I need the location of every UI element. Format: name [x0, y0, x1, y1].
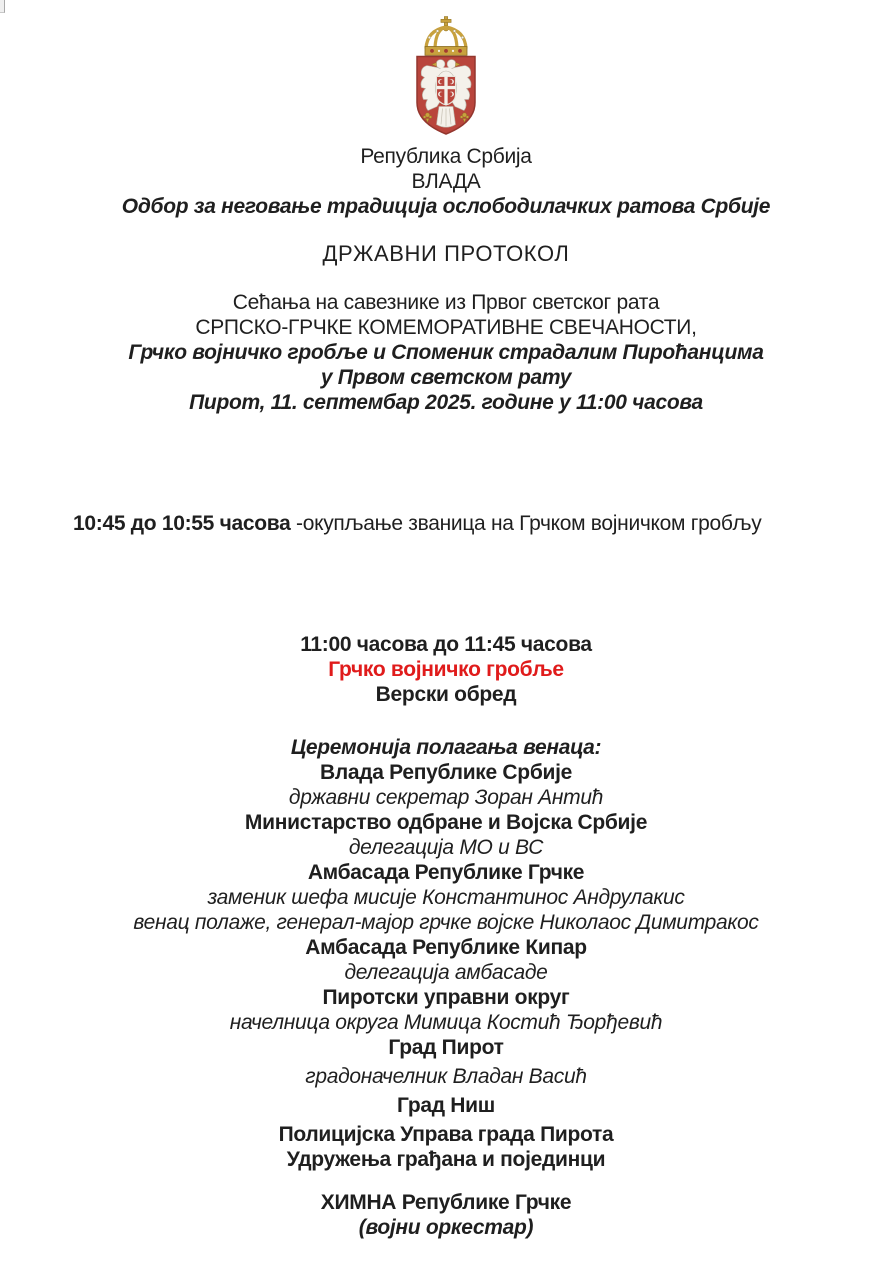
event-date-line: Пирот, 11. септембар 2025. године у 11:00 часова: [189, 391, 703, 414]
gathering-line: [0, 511, 892, 536]
anthem-title: ХИМНА Републике Грчке: [320, 1191, 572, 1214]
wreath-entry: начелница округа Мимица Костић Ђорђевић: [229, 1011, 663, 1034]
wreath-entry: Министарство одбране и Војска Србије: [244, 811, 648, 834]
serbia-coat-of-arms-icon: [396, 15, 496, 141]
gathering-time: 10:45 до 10:55 часова: [73, 512, 291, 535]
ceremony-location: Грчко војничко гробље: [328, 658, 564, 681]
committee-line: Одбор за неговање традиција ослободилачких ратова Србије: [121, 195, 771, 218]
government-line: ВЛАДА: [411, 170, 481, 193]
corner-artifact: [0, 0, 5, 13]
wreath-entry: државни секретар Зоран Антић: [288, 786, 604, 809]
wreath-entry: Амбасада Републике Кипар: [305, 936, 587, 959]
country-line: Република Србија: [360, 145, 532, 168]
wreath-entry: Пиротски управни округ: [322, 986, 570, 1009]
wreath-entry: заменик шефа мисије Константинос Андрулакис: [207, 886, 685, 909]
religious-rite: Верски обред: [375, 683, 517, 706]
anthem-performer: (војни оркестар): [358, 1216, 534, 1239]
event-location-line-1: Грчко војничко гробље и Споменик страдалим Пироћанцима: [128, 341, 764, 364]
gathering-description: -окупљање званица на Грчком војничком гробљу: [290, 512, 762, 535]
ceremony-time-range: 11:00 часова до 11:45 часова: [300, 633, 592, 656]
event-location-line-2: у Првом светском рату: [320, 366, 572, 389]
wreath-ceremony-title: Церемонија полагања венаца:: [290, 736, 602, 759]
wreath-entry: Град Пирот: [388, 1036, 504, 1059]
event-title-line: СРПСКО-ГРЧКЕ КОМЕМОРАТИВНЕ СВЕЧАНОСТИ,: [195, 316, 697, 339]
protocol-title: ДРЖАВНИ ПРОТОКОЛ: [322, 241, 570, 266]
wreath-entry: Влада Републике Србије: [319, 761, 573, 784]
wreath-entry: делегација амбасаде: [344, 961, 548, 984]
ceremony-header-block: [0, 632, 892, 707]
wreath-entry: венац полаже, генерал-мајор грчке војске Николаос Димитракос: [133, 911, 759, 934]
wreath-entry: Амбасада Републике Грчке: [307, 861, 585, 884]
event-block: [0, 290, 892, 415]
anthem-block: [0, 1190, 892, 1240]
wreath-entry: Удружења грађана и појединци: [286, 1148, 606, 1171]
memorial-line: Сећања на савезнике из Првог светског рата: [232, 291, 660, 314]
wreath-entry: делегација МО и ВС: [348, 836, 544, 859]
wreath-ceremony-entries: [0, 760, 892, 1172]
wreath-entry: градоначелник Владан Васић: [305, 1065, 587, 1088]
wreath-entry: Град Ниш: [397, 1094, 495, 1117]
wreath-entry: Полицијска Управа града Пирота: [278, 1123, 614, 1146]
